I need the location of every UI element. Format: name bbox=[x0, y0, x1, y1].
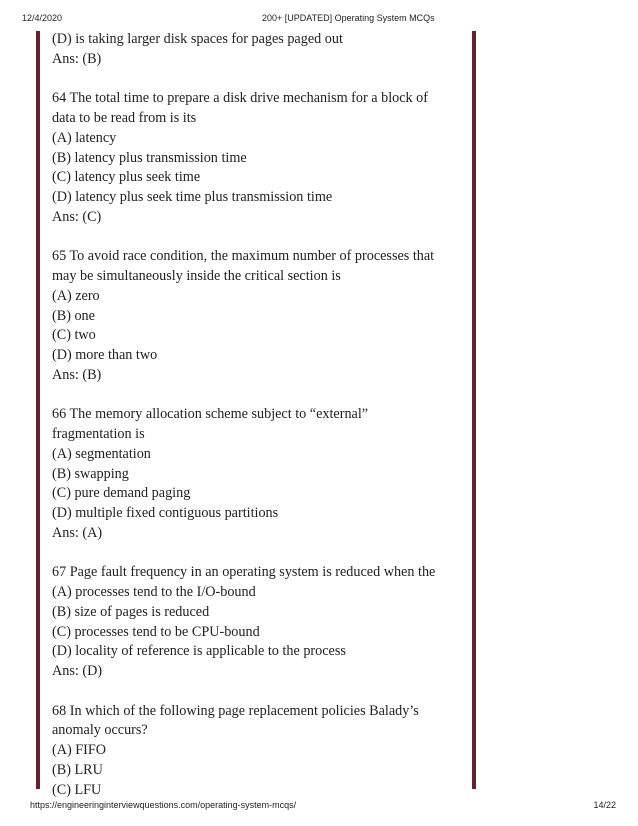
answer: Ans: (A) bbox=[52, 524, 103, 541]
answer: Ans: (D) bbox=[52, 663, 103, 679]
option-d: (D) is taking larger disk spaces for pages paged out bbox=[52, 31, 343, 47]
option-d: (D) locality of reference is applicable to the process bbox=[52, 643, 346, 660]
question-text-cont: fragmentation is bbox=[52, 426, 145, 442]
answer: Ans: (C) bbox=[52, 208, 102, 225]
option-c: (C) latency plus seek time bbox=[52, 169, 201, 186]
question-text-cont: may be simultaneously inside the critical section is bbox=[52, 268, 341, 284]
option-a: (A) FIFO bbox=[52, 742, 106, 758]
page-title: 200+ [UPDATED] Operating System MCQs bbox=[262, 13, 435, 23]
option-a: (A) latency bbox=[52, 129, 117, 146]
option-a: (A) segmentation bbox=[52, 445, 151, 462]
mcq-content bbox=[52, 30, 467, 800]
question-block-64 bbox=[52, 89, 467, 227]
option-c: (C) processes tend to be CPU-bound bbox=[52, 623, 260, 640]
option-b: (B) size of pages is reduced bbox=[52, 603, 210, 620]
question-text: 67 Page fault frequency in an operating system is reduced when the bbox=[52, 564, 436, 581]
question-block-68 bbox=[52, 702, 467, 801]
option-b: (B) one bbox=[52, 307, 95, 324]
option-c: (C) two bbox=[52, 327, 96, 344]
option-a: (A) zero bbox=[52, 287, 100, 304]
print-date: 12/4/2020 bbox=[22, 13, 63, 23]
page-number: 14/22 bbox=[593, 800, 616, 810]
answer: Ans: (B) bbox=[52, 50, 102, 67]
page-url: https://engineeringinterviewquestions.com/operating-system-mcqs/ bbox=[30, 800, 297, 810]
answer: Ans: (B) bbox=[52, 366, 102, 383]
option-d: (D) latency plus seek time plus transmission time bbox=[52, 189, 333, 205]
option-d: (D) multiple fixed contiguous partitions bbox=[52, 505, 279, 521]
left-accent-bar bbox=[36, 31, 40, 789]
question-text-cont: data to be read from is its bbox=[52, 110, 197, 126]
question-text: 64 The total time to prepare a disk drive mechanism for a block of bbox=[52, 90, 428, 107]
option-b: (B) swapping bbox=[52, 465, 129, 482]
option-b: (B) LRU bbox=[52, 761, 103, 778]
question-block-65 bbox=[52, 247, 467, 385]
question-text: 65 To avoid race condition, the maximum number of processes that bbox=[52, 248, 435, 265]
right-accent-bar bbox=[472, 31, 476, 789]
question-text: 66 The memory allocation scheme subject to “external” bbox=[52, 406, 369, 423]
option-d: (D) more than two bbox=[52, 347, 158, 363]
question-block-67 bbox=[52, 563, 467, 682]
question-block-66 bbox=[52, 405, 467, 543]
option-b: (B) latency plus transmission time bbox=[52, 149, 247, 166]
option-a: (A) processes tend to the I/O-bound bbox=[52, 584, 256, 600]
question-text-cont: anomaly occurs? bbox=[52, 722, 148, 739]
question-text: 68 In which of the following page replacement policies Balady’s bbox=[52, 702, 419, 719]
option-c: (C) LFU bbox=[52, 781, 102, 798]
option-c: (C) pure demand paging bbox=[52, 485, 191, 502]
question-block-63 bbox=[52, 30, 467, 70]
